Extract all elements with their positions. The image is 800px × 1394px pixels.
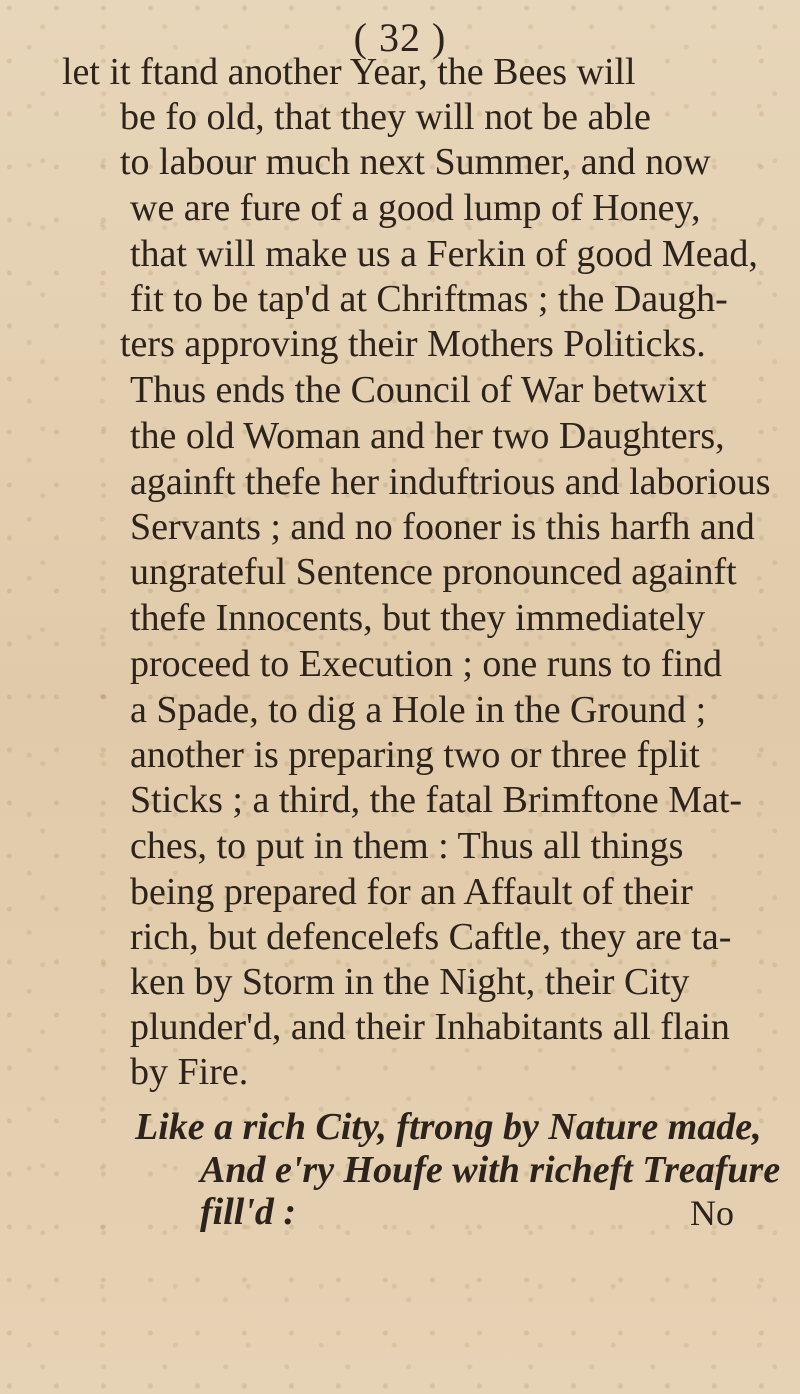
text-line: thefe Innocents, but they immediately <box>130 597 706 639</box>
text-line: Servants ; and no fooner is this harfh and <box>130 506 755 548</box>
text-line: ken by Storm in the Night, their City <box>130 961 690 1003</box>
text-line: another is preparing two or three fplit <box>130 734 700 776</box>
text-line: ters approving their Mothers Politicks. <box>120 323 706 365</box>
text-line: let it ftand another Year, the Bees will <box>62 51 636 93</box>
text-line: being prepared for an Affault of their <box>130 871 693 913</box>
text-line: that will make us a Ferkin of good Mead, <box>130 233 758 275</box>
verse-line: fill'd : <box>200 1191 297 1233</box>
text-line: be fo old, that they will not be able <box>120 96 651 138</box>
text-line: plunder'd, and their Inhabitants all flain <box>130 1006 730 1048</box>
text-line: proceed to Execution ; one runs to find <box>130 643 723 685</box>
text-line: by Fire. <box>130 1051 249 1093</box>
text-line: againft thefe her induftrious and laborious <box>130 461 771 503</box>
verse-line: Like a rich City, ftrong by Nature made, <box>135 1106 762 1148</box>
text-line: Sticks ; a third, the fatal Brimftone Mat- <box>130 779 743 821</box>
verse-line: And e'ry Houfe with richeft Treafure <box>200 1149 781 1191</box>
text-line: ungrateful Sentence pronounced againft <box>130 551 737 593</box>
text-line: Thus ends the Council of War betwixt <box>130 369 707 411</box>
page-number: ( 32 ) <box>353 15 447 60</box>
text-line: ches, to put in them : Thus all things <box>130 825 684 867</box>
text-line: to labour much next Summer, and now <box>120 141 711 183</box>
text-line: a Spade, to dig a Hole in the Ground ; <box>130 689 707 731</box>
catchword: No <box>690 1193 734 1233</box>
text-line: the old Woman and her two Daughters, <box>130 415 725 457</box>
text-line: we are fure of a good lump of Honey, <box>130 187 701 229</box>
text-line: rich, but defencelefs Caftle, they are ta- <box>130 916 732 958</box>
text-line: fit to be tap'd at Chriftmas ; the Daugh- <box>130 278 728 320</box>
